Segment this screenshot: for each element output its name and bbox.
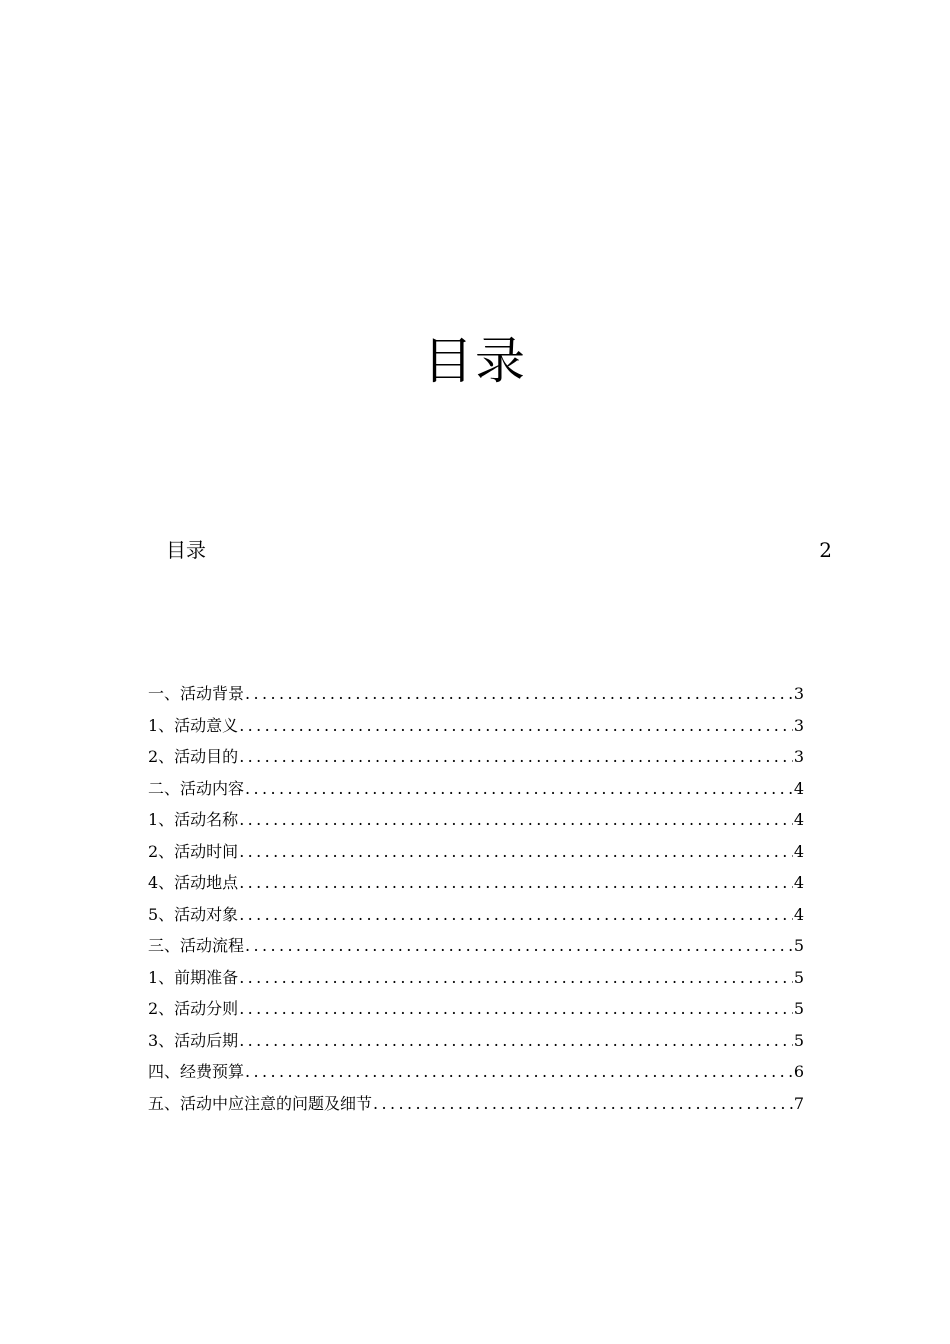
toc-entry-page-number: 4: [793, 841, 804, 861]
toc-entry-page-number: 4: [793, 810, 804, 829]
table-of-contents: [148, 678, 804, 1119]
toc-entry-label: 2、活动分则: [148, 999, 239, 1018]
toc-entry-label: 1、活动意义: [148, 715, 239, 735]
toc-entry[interactable]: [148, 836, 804, 868]
toc-entry-label: 五、活动中应注意的问题及细节: [148, 1093, 373, 1113]
toc-entry[interactable]: [148, 1088, 804, 1120]
dot-leader: [373, 1088, 793, 1120]
toc-entry-page-number: 3: [793, 747, 804, 766]
toc-entry-label: 二、活动内容: [148, 778, 245, 798]
dot-leader: [239, 962, 793, 994]
toc-entry-label: 四、经费预算: [148, 1062, 245, 1081]
toc-entry[interactable]: [148, 1056, 804, 1088]
toc-entry[interactable]: [148, 930, 804, 962]
toc-entry-page-number: 4: [793, 873, 804, 892]
toc-entry-page-number: 7: [793, 1093, 804, 1113]
toc-entry[interactable]: [148, 710, 804, 742]
toc-entry-label: 1、前期准备: [148, 967, 239, 987]
dot-leader: [245, 1056, 793, 1088]
toc-entry-page-number: 5: [793, 999, 804, 1018]
toc-entry[interactable]: [148, 962, 804, 994]
toc-entry-page-number: 4: [793, 778, 804, 798]
dot-leader: [239, 993, 793, 1025]
toc-entry[interactable]: [148, 678, 804, 710]
toc-heading-label: 目录: [166, 538, 206, 562]
toc-heading-entry[interactable]: [166, 536, 832, 564]
dot-leader: [245, 773, 793, 805]
toc-entry-label: 5、活动对象: [148, 904, 239, 924]
toc-entry-label: 三、活动流程: [148, 936, 245, 955]
toc-heading-page-number: 2: [819, 538, 832, 562]
toc-entry-label: 4、活动地点: [148, 873, 239, 892]
dot-leader: [239, 741, 793, 773]
toc-entry-label: 3、活动后期: [148, 1030, 239, 1050]
dot-leader: [245, 930, 793, 962]
toc-entry-label: 1、活动名称: [148, 810, 239, 829]
toc-entry[interactable]: [148, 899, 804, 931]
toc-entry-page-number: 5: [793, 936, 804, 955]
dot-leader: [239, 804, 793, 836]
dot-leader: [239, 899, 793, 931]
toc-entry-page-number: 5: [793, 967, 804, 987]
toc-entry[interactable]: [148, 1025, 804, 1057]
toc-entry-page-number: 6: [793, 1062, 804, 1081]
toc-entry[interactable]: [148, 741, 804, 773]
dot-leader: [245, 678, 793, 710]
toc-entry-page-number: 3: [793, 715, 804, 735]
toc-entry[interactable]: [148, 773, 804, 805]
toc-entry-page-number: 3: [793, 684, 804, 703]
toc-entry-label: 2、活动目的: [148, 747, 239, 766]
dot-leader: [239, 1025, 793, 1057]
toc-entry[interactable]: [148, 867, 804, 899]
dot-leader: [239, 710, 793, 742]
toc-entry-page-number: 5: [793, 1030, 804, 1050]
page-title: 目录: [423, 331, 527, 390]
toc-entry[interactable]: [148, 993, 804, 1025]
toc-entry-label: 一、活动背景: [148, 684, 245, 703]
toc-entry-page-number: 4: [793, 904, 804, 924]
dot-leader: [239, 836, 793, 868]
toc-entry-label: 2、活动时间: [148, 841, 239, 861]
dot-leader: [239, 867, 793, 899]
toc-entry[interactable]: [148, 804, 804, 836]
